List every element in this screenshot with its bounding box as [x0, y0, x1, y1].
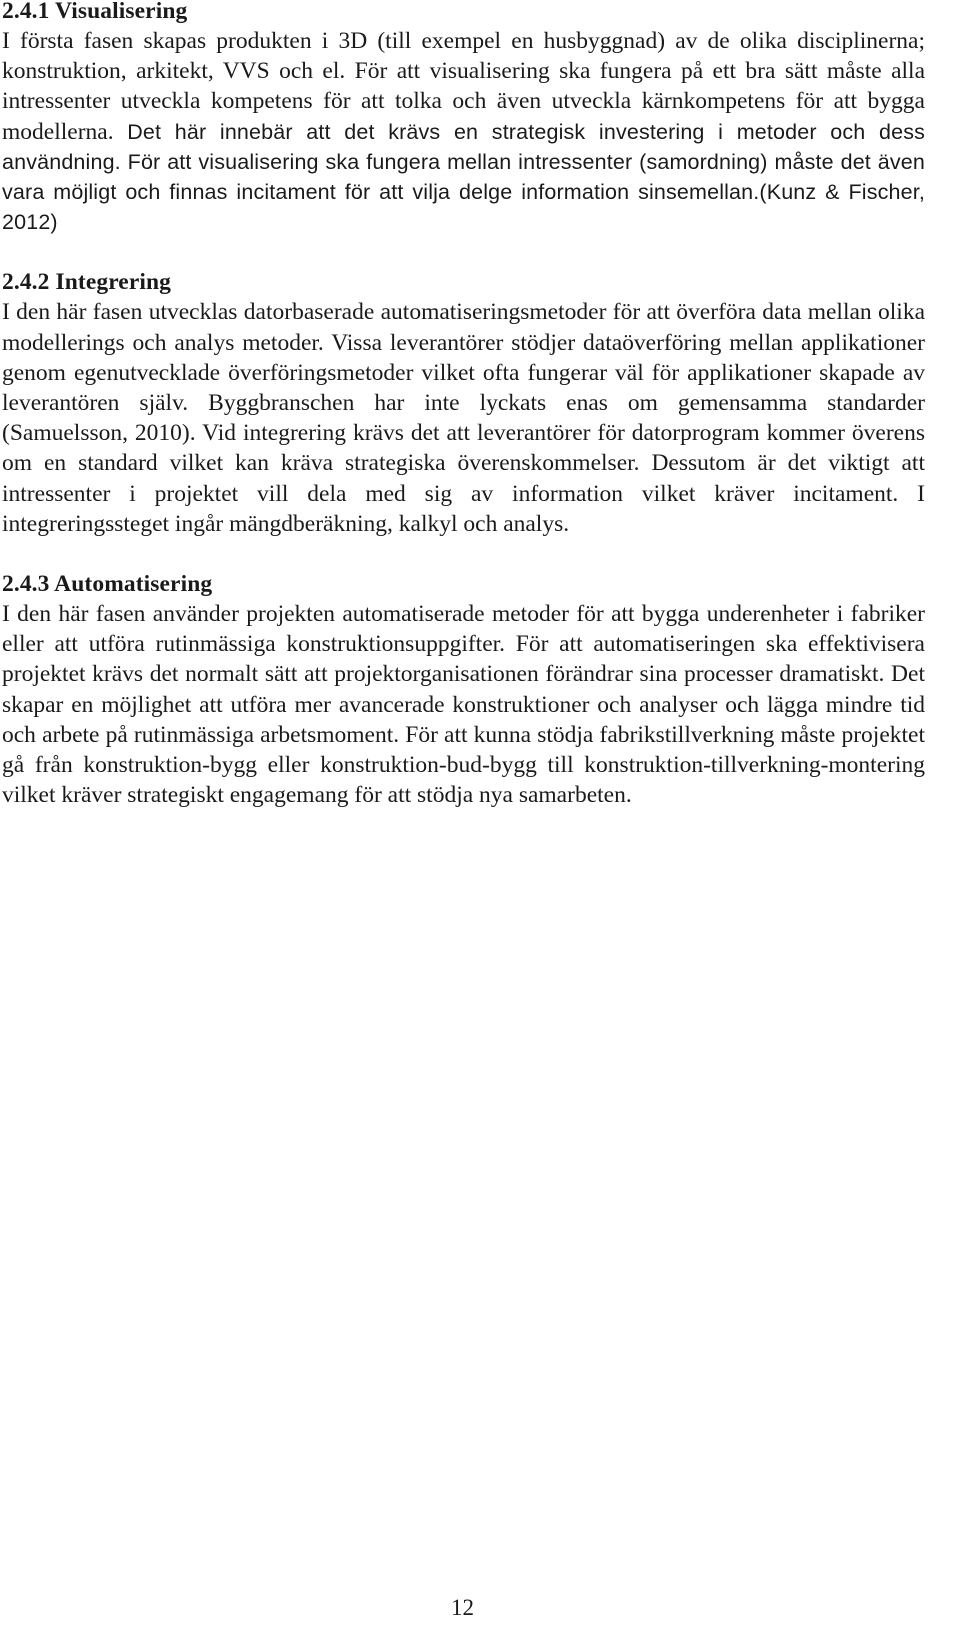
section-body-integrering: I den här fasen utvecklas datorbaserade automatiseringsmetoder för att överföra data mellan olika modellerings och analys metoder. Vissa leverantörer stödjer dataöverföring mellan applikationer genom egenutvecklade överföringsmetoder vilket ofta fungerar väl för applikationer skapade av leverantören själv. Byggbranschen har inte lyckats enas om gemensamma standarder (Samuelsson, 2010). Vid integrering krävs det att leverantörer för datorprogram kommer överens om en standard vilket kan kräva strategiska överenskommelser. Dessutom är det viktigt att intressenter i projektet vill dela med sig av information vilket kräver incitament. I integreringssteget ingår mängdberäkning, kalkyl och analys.: [2, 299, 925, 537]
section-gap: [2, 539, 925, 569]
section-body-automatisering: I den här fasen använder projekten automatiserade metoder för att bygga underenheter i fabriker eller att utföra rutinmässiga konstruktionsuppgifter. För att automatiseringen ska effektivisera projektet krävs det normalt sätt att projektorganisationen förändrar sina processer dramatiskt. Det skapar en möjlighet att utföra mer avancerade konstruktioner och analyser och lägga mindre tid och arbete på rutinmässiga arbetsmoment. För att kunna stödja fabrikstillverkning måste projektet gå från konstruktion-bygg eller konstruktion-bud-bygg till konstruktion-tillverkning-montering vilket kräver strategiskt engagemang för att stödja nya samarbeten.: [2, 601, 925, 809]
section-heading-automatisering: 2.4.3 Automatisering: [2, 571, 213, 598]
section-heading-integrering: 2.4.2 Integrering: [2, 269, 172, 296]
section-heading-visualisering: 2.4.1 Visualisering: [2, 0, 188, 24]
body-text-sans: Det här innebär att det krävs en strategisk investering i metoder och dess användning. För att visualisering ska fungera mellan intressenter (samordning) måste det även vara möjligt och finnas incitament för att vilja delge information sinsemellan.(Kunz & Fischer, 2012): [2, 119, 925, 235]
page-number: 12: [451, 1595, 474, 1620]
section-automatisering: [2, 569, 925, 810]
page-content: [2, 0, 925, 810]
body-text-serif: I första fasen skapas produkten i 3D (till exempel en husbyggnad) av de olika disciplinerna; konstruktion, arkitekt, VVS och el. För att visualisering ska fungera på ett bra sätt måste alla intressenter utveckla kompetens för att tolka och även utveckla kärnkompetens för att bygga modellerna.: [2, 28, 925, 145]
section-visualisering: [2, 0, 925, 237]
section-integrering: [2, 267, 925, 539]
section-gap: [2, 237, 925, 267]
section-body-visualisering: [2, 26, 925, 237]
